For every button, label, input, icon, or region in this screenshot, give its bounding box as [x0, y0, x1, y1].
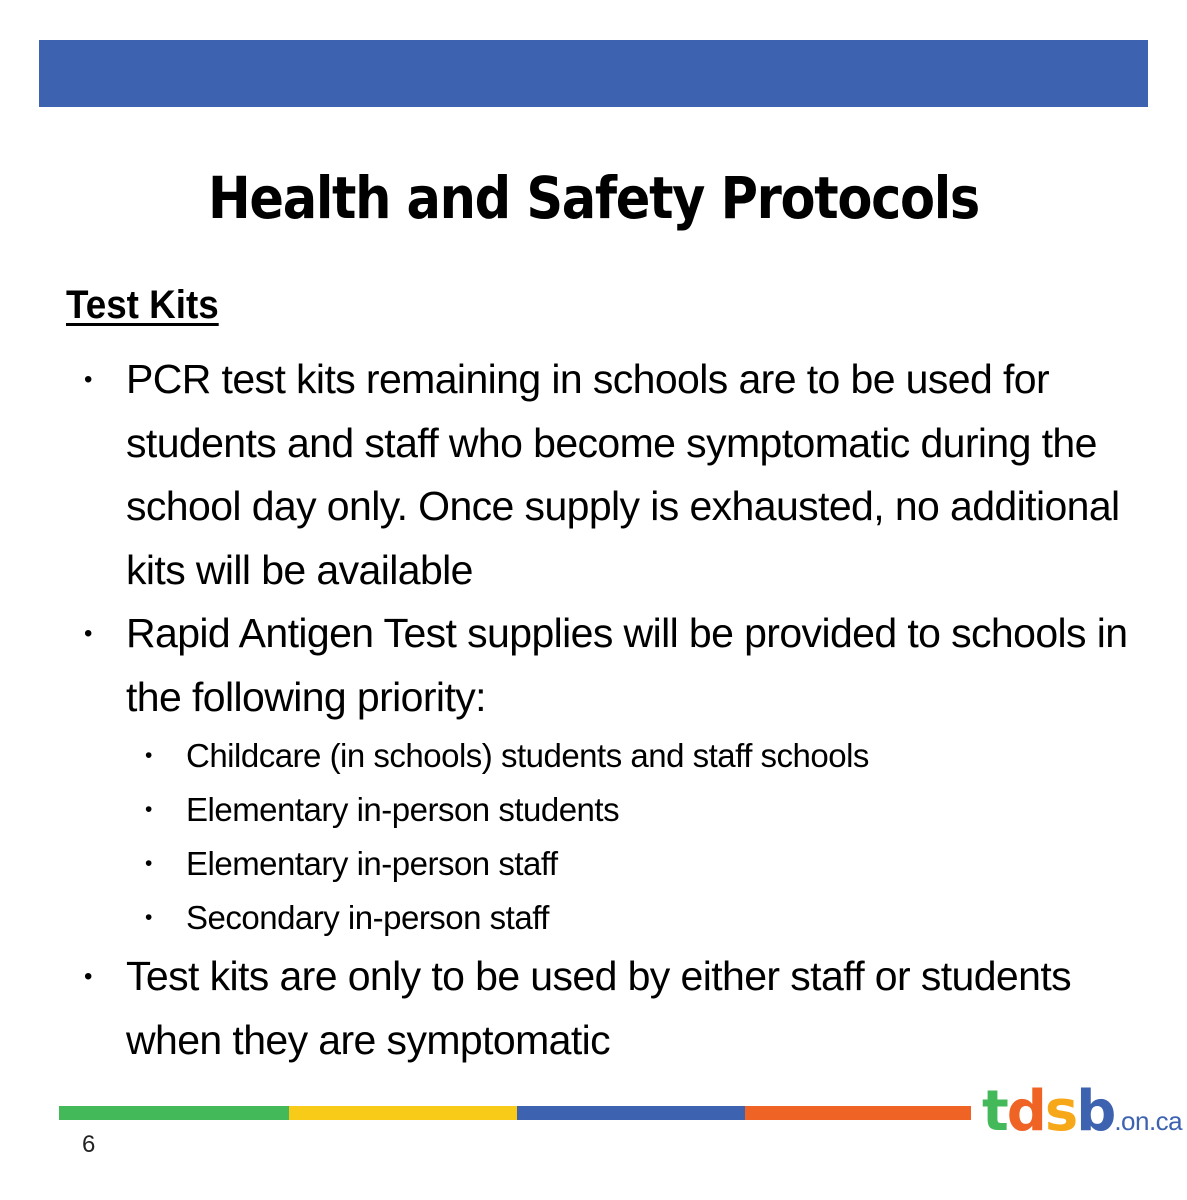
sub-bullet-marker: •: [145, 852, 152, 875]
logo-letter-d: d: [1006, 1079, 1045, 1144]
sub-bullet-marker: •: [145, 906, 152, 929]
footer-bar-green: [59, 1106, 289, 1120]
sub-bullet-item: [0, 783, 1187, 837]
sub-bullet-item: [0, 729, 1187, 783]
footer-bar-yellow: [289, 1106, 517, 1120]
bullet-text: Rapid Antigen Test supplies will be provided to schools in the following priority:: [126, 610, 1128, 720]
bullet-list: [0, 348, 1187, 1072]
sub-bullet-text: Secondary in-person staff: [186, 899, 549, 936]
page-number: 6: [82, 1131, 96, 1158]
sub-bullet-marker: •: [145, 744, 152, 767]
sub-bullet-item: [0, 891, 1187, 945]
logo-letter-s: s: [1044, 1079, 1077, 1144]
section-heading: Test Kits: [66, 283, 219, 327]
sub-bullet-list: [0, 729, 1187, 945]
logo-letter-t: t: [982, 1079, 1007, 1144]
logo-letter-b: b: [1076, 1079, 1115, 1144]
bullet-marker: •: [84, 963, 92, 990]
sub-bullet-text: Elementary in-person students: [186, 791, 620, 828]
tdsb-logo: [982, 1079, 1183, 1151]
bullet-text: Test kits are only to be used by either staff or students when they are symptomatic: [126, 953, 1072, 1063]
sub-bullet-text: Childcare (in schools) students and staff schools: [186, 737, 869, 774]
slide-title: Health and Safety Protocols: [208, 164, 979, 232]
sub-bullet-text: Elementary in-person staff: [186, 845, 558, 882]
footer-bar-blue: [517, 1106, 745, 1120]
bullet-text: PCR test kits remaining in schools are to be used for students and staff who become symptomatic during the school day only. Once supply is exhausted, no additional kits will be available: [126, 356, 1120, 593]
header-color-bar: [39, 40, 1148, 107]
bullet-marker: •: [84, 366, 92, 393]
footer-bar-orange: [745, 1106, 971, 1120]
sub-bullet-item: [0, 837, 1187, 891]
bullet-item: [0, 348, 1136, 602]
bullet-item: [0, 602, 1136, 945]
logo-domain: .on.ca: [1114, 1106, 1183, 1136]
bullet-item: [0, 945, 1136, 1072]
sub-bullet-marker: •: [145, 798, 152, 821]
bullet-marker: •: [84, 620, 92, 647]
